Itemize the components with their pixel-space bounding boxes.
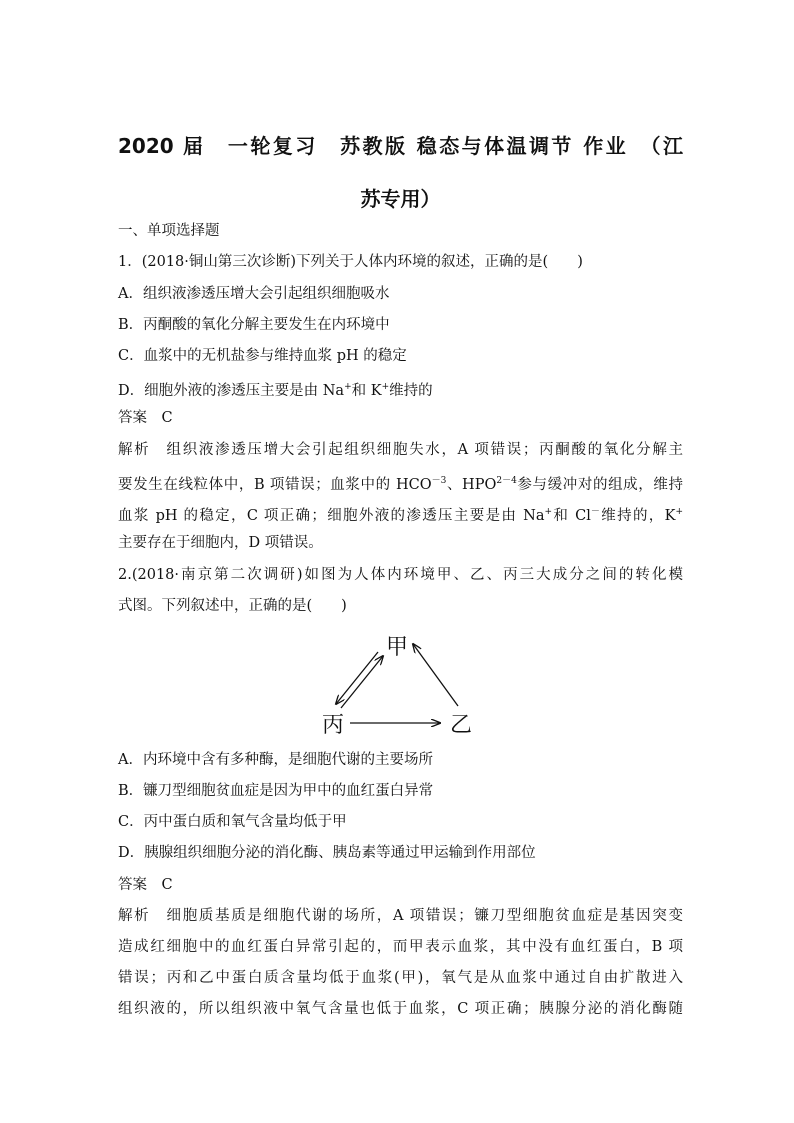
analysis-sup-1: －3 <box>431 476 447 486</box>
analysis-sup-2: 2－4 <box>496 476 517 486</box>
document-title-line2: 苏专用） <box>360 187 441 211</box>
question-1-stem: 1．(2018·铜山第三次诊断)下列关于人体内环境的叙述，正确的是( ) <box>118 254 583 270</box>
option-d-sup-1: + <box>344 382 352 392</box>
question-2-analysis-line1: 解析 细胞质基质是细胞代谢的场所，A 项错误；镰刀型细胞贫血症是基因突变 <box>118 908 683 924</box>
question-1-analysis-line4: 主要存在于细胞内，D 项错误。 <box>118 535 323 551</box>
question-1-option-a: A．组织液渗透压增大会引起组织细胞吸水 <box>118 286 390 302</box>
question-2-option-c: C．丙中蛋白质和氧气含量均低于甲 <box>118 814 347 830</box>
question-2-stem-line2: 式图。下列叙述中，正确的是( ) <box>118 598 347 614</box>
question-1-option-c: C．血浆中的无机盐参与维持血浆 pH 的稳定 <box>118 348 407 364</box>
question-2-option-d: D．胰腺组织细胞分泌的消化酶、胰岛素等通过甲运输到作用部位 <box>118 845 536 861</box>
question-2-analysis-line3: 错误；丙和乙中蛋白质含量均低于血浆(甲)，氧气是从血浆中通过自由扩散进入 <box>118 970 683 986</box>
section-heading: 一、单项选择题 <box>118 223 220 239</box>
arrow-jia-to-bing <box>336 652 378 704</box>
body-fluid-diagram <box>318 628 478 740</box>
diagram-label-bing: 丙 <box>322 713 345 738</box>
analysis-sup-4: － <box>590 507 600 517</box>
question-1-answer: 答案 C <box>118 410 173 426</box>
question-1-analysis-line1: 解析 组织液渗透压增大会引起组织细胞失水，A 项错误；丙酮酸的氧化分解主 <box>118 442 683 458</box>
analysis-text-1: 要发生在线粒体中，B 项错误；血浆中的 HCO <box>118 477 432 493</box>
question-1-analysis-line3 <box>118 502 683 526</box>
analysis-text-6: 维持的，K <box>599 508 676 524</box>
option-d-sup-2: + <box>381 382 390 392</box>
analysis-text-2: 、HPO <box>446 477 497 493</box>
question-2-analysis-line4: 组织液的，所以组织液中氧气含量也低于血浆，C 项正确；胰腺分泌的消化酶随 <box>118 1001 683 1017</box>
arrow-bing-to-jia <box>341 656 383 708</box>
option-d-text-2: 和 K <box>351 383 382 399</box>
option-d-text-3: 维持的 <box>389 383 433 399</box>
question-1-analysis-line2 <box>118 471 683 495</box>
document-title-line1: 2020 届 一轮复习 苏教版 稳态与体温调节 作业 （江 <box>118 134 683 158</box>
analysis-text-5: 和 Cl <box>552 508 591 524</box>
question-2-option-b: B．镰刀型细胞贫血症是因为甲中的血红蛋白异常 <box>118 783 434 799</box>
analysis-sup-3: + <box>544 507 553 517</box>
analysis-sup-5: + <box>675 507 683 517</box>
question-1-option-d <box>118 377 683 401</box>
question-2-answer: 答案 C <box>118 877 173 893</box>
question-2-stem-line1: 2.(2018·南京第二次调研)如图为人体内环境甲、乙、丙三大成分之间的转化模 <box>118 567 683 583</box>
diagram-label-jia: 甲 <box>386 635 409 660</box>
arrow-yi-to-jia <box>413 644 458 706</box>
option-d-text-1: D．细胞外液的渗透压主要是由 Na <box>118 383 345 399</box>
question-2-option-a: A．内环境中含有多种酶，是细胞代谢的主要场所 <box>118 752 433 768</box>
diagram-label-yi: 乙 <box>450 713 473 738</box>
question-1-option-b: B．丙酮酸的氧化分解主要发生在内环境中 <box>118 317 390 333</box>
analysis-text-3: 参与缓冲对的组成，维持 <box>516 477 684 493</box>
question-2-analysis-line2: 造成红细胞中的血红蛋白异常引起的，而甲表示血浆，其中没有血红蛋白，B 项 <box>118 939 683 955</box>
analysis-text-4: 血浆 pH 的稳定，C 项正确；细胞外液的渗透压主要是由 Na <box>118 508 545 524</box>
